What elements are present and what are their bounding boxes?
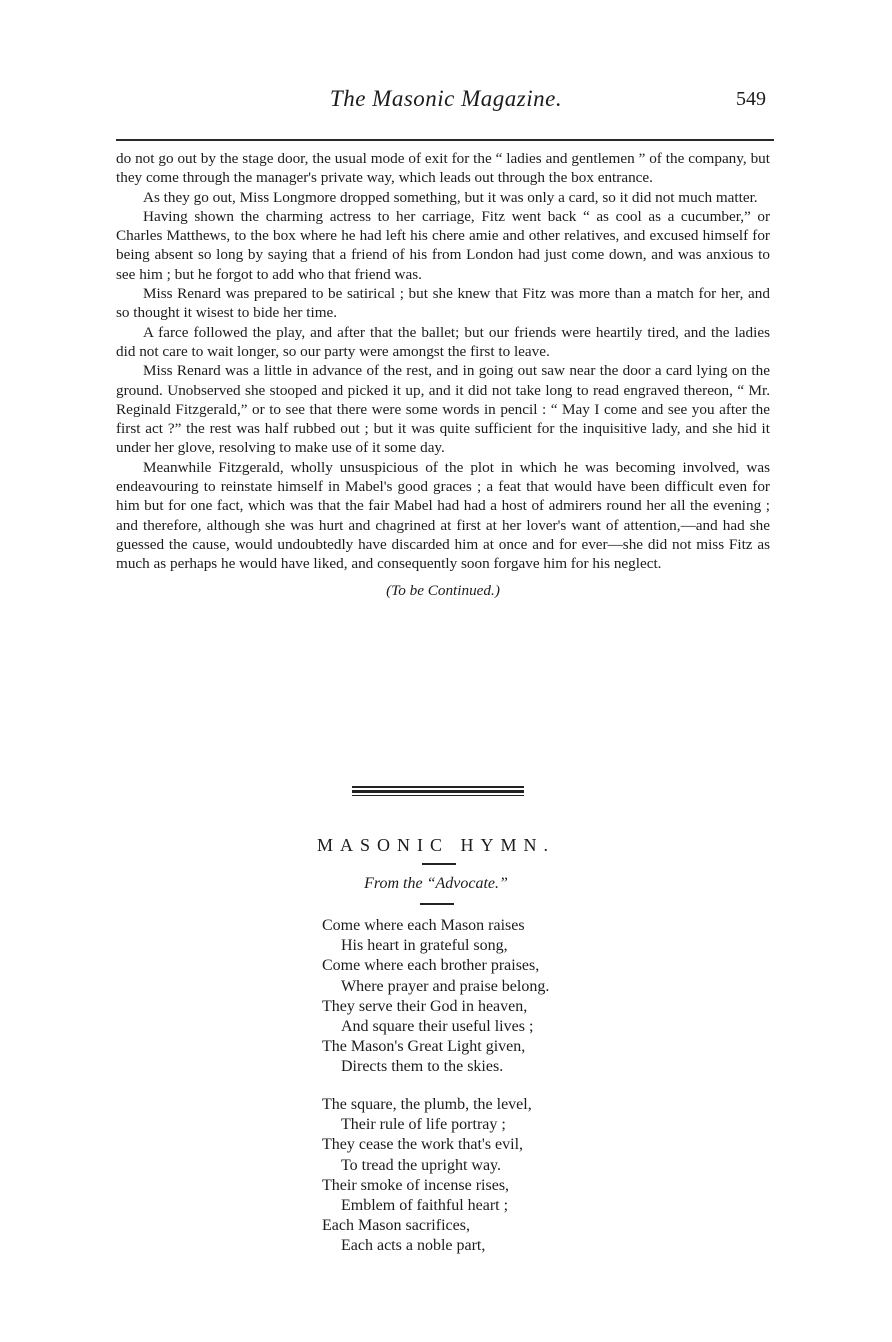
verse-line: The square, the plumb, the level, [322, 1096, 532, 1113]
verse-line: Directs them to the skies. [341, 1058, 504, 1076]
verse-line: The Mason's Great Light given, [322, 1038, 526, 1056]
verse-line: Emblem of faithful heart ; [341, 1197, 509, 1215]
paragraph: A farce followed the play, and after that the ballet; but our friends were heartily tired, and the ladies did not care to wait longer, so our party were amongst the first to leave. [116, 323, 770, 360]
paragraph: Meanwhile Fitzgerald, wholly unsuspicious of the plot in which he was becoming involved, was endeavouring to reinstate himself in Mabel's good graces ; a feat that would have been difficult even for him but for one fact, which was that the fair Mabel had had a host of admirers round her all the evening ; and therefore, although she was hurt and chagrined at first at her lover's want of attention,—and had she guessed the cause, would undoubtedly have discarded him at once and for ever—she did not miss Fitz as much as perhaps he would have liked, and consequently soon forgave him for his neglect. [116, 458, 770, 573]
section-divider-top [352, 786, 524, 788]
verse-line: Their smoke of incense rises, [322, 1176, 510, 1194]
verse-line: They cease the work that's evil, [322, 1136, 524, 1154]
hymn-stanza-2 [322, 1095, 622, 1257]
verse-line: Each Mason sacrifices, [322, 1217, 470, 1235]
section-divider-bottom [352, 795, 524, 796]
header-rule [116, 139, 774, 141]
paragraph: Miss Renard was prepared to be satirical ; but she knew that Fitz was more than a match for her, and so thought it wisest to bide her time. [116, 285, 770, 322]
hymn-title: MASONIC HYMN. [316, 835, 555, 855]
verse-line: They serve their God in heaven, [322, 997, 528, 1015]
section-divider-middle [352, 790, 524, 793]
running-title: The Masonic Magazine. [329, 86, 563, 111]
paragraph: As they go out, Miss Longmore dropped something, but it was only a card, so it did not much matter. [143, 188, 758, 206]
to-be-continued-note: (To be Continued.) [386, 581, 500, 599]
hymn-stanza-1 [322, 916, 622, 1078]
title-rule [422, 863, 456, 865]
article-body [116, 149, 770, 600]
verse-line: To tread the upright way. [341, 1156, 502, 1174]
verse-line: His heart in grateful song, [341, 937, 508, 955]
verse-line: Each acts a noble part, [341, 1237, 486, 1255]
page-header [116, 86, 776, 120]
verse-line: Come where each Mason raises [322, 917, 525, 934]
source-rule [420, 903, 454, 905]
paragraph: Having shown the charming actress to her carriage, Fitz went back “ as cool as a cucumber,” or Charles Matthews, to the box where he had left his chere amie and other relatives, and excused himself for being absent so long by saying that a friend of his from London had just come down, and was anxious to see him ; but he forgot to add who that friend was. [116, 207, 770, 283]
verse-line: Come where each brother praises, [322, 957, 540, 975]
verse-line: Where prayer and praise belong. [341, 977, 550, 995]
verse-line: Their rule of life portray ; [341, 1116, 506, 1134]
verse-line: And square their useful lives ; [341, 1018, 534, 1036]
hymn-source: From the “Advocate.” [364, 875, 508, 892]
paragraph: do not go out by the stage door, the usual mode of exit for the “ ladies and gentlemen ” of the company, but they come through the manager's private way, which leads out through the box entrance. [116, 150, 770, 187]
page-number: 549 [736, 88, 766, 110]
paragraph: Miss Renard was a little in advance of the rest, and in going out saw near the door a card lying on the ground. Unobserved she stooped and picked it up, and it did not take long to read engraved thereon, “ Mr. Reginald Fitzgerald,” or to see that there were some words in pencil : “ May I come and see you after the first act ?” the rest was half rubbed out ; but it was quite sufficient for the inquisitive lady, and she hid it under her glove, resolving to make use of it some day. [116, 362, 770, 457]
